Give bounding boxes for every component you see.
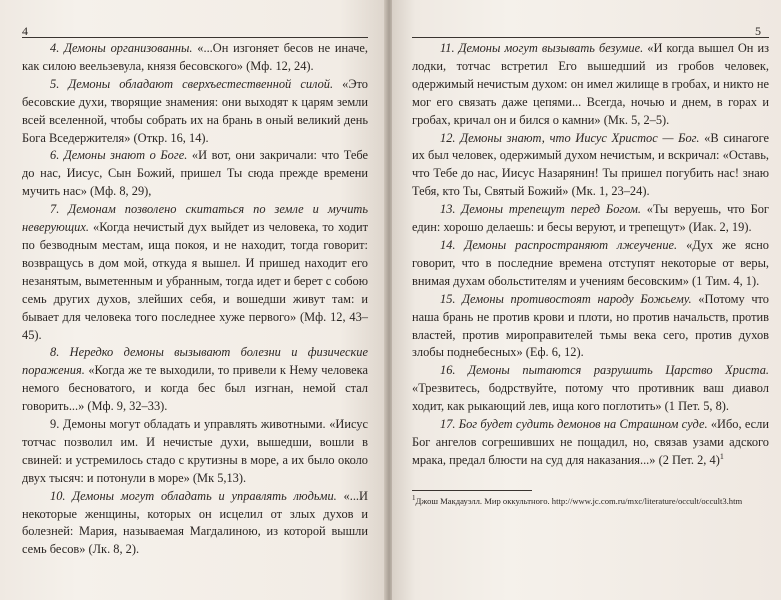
paragraph-text: «Ты веруешь, что Бог един: хорошо делаешь: и бесы веруют, и трепещут» (Иак. 2, 19). bbox=[412, 202, 769, 235]
paragraph-heading: 10. Демоны могут обладать и управлять людьми. bbox=[50, 488, 337, 503]
right-page bbox=[392, 0, 781, 600]
paragraph-text: «В синагоге их был человек, одержимый духом нечистым, и вскричал: «Оставь, что Тебе до нас, Иисус Назарянин! Ты пришел погубить нас! знаю Тебя, кто Ты, Святый Божий» (Мк. 1, 23–24). bbox=[412, 130, 769, 199]
paragraph-text: «Потому что наша брань не против крови и плоти, но против начальств, против властей, против мироправителей тьмы века сего, против духов злобы поднебесных» (Еф. 6, 12). bbox=[412, 291, 769, 360]
paragraph-text: «Когда нечистый дух выйдет из человека, то ходит по безводным местам, ища покоя, и не находит, тогда говорит: возвращусь в дом мой, откуда я вышел. И пришед находит его незанятым, выметенным и убранным, тогда идет и берет с собою семь других духов, злейших себя, и вошедши живут там: и бывает для человека того последнее хуже первого» (Мф. 12, 43–45). bbox=[22, 220, 368, 342]
header-rule bbox=[412, 37, 769, 38]
paragraph bbox=[22, 416, 368, 488]
paragraph-text: «...Он изгоняет бесов не иначе, как силою веельзевула, князя бесовского» (Мф. 12, 24). bbox=[22, 41, 368, 73]
paragraph-text: «И вот, они закричали: что Тебе до нас, Иисус, Сын Божий, пришел Ты сюда прежде времени мучить нас» (Мф. 8, 29), bbox=[22, 148, 368, 199]
header-rule bbox=[22, 37, 368, 38]
page-number: 4 bbox=[22, 24, 28, 38]
paragraph-text: «...И некоторые женщины, которых он исцелил от злых духов и болезней: Мария, называемая Магдалиною, из которой вышли семь бесов» (Лк. 8, 2). bbox=[22, 488, 368, 557]
paragraph bbox=[412, 237, 769, 291]
paragraph bbox=[22, 40, 368, 76]
paragraph-text: «И когда вышел Он из лодки, тотчас встретил Его вышедший из гробов человек, одержимый нечистым духом: он имел жилище в гробах, и никто не мог его связать даже цепями... Всегда, ночью и днем, в горах и гробах, кричал он и бился о камни» (Мк. 5, 2–5). bbox=[412, 41, 769, 127]
paragraph bbox=[412, 130, 769, 202]
footnote bbox=[412, 495, 769, 507]
paragraph bbox=[22, 344, 368, 416]
page-body bbox=[22, 40, 368, 559]
paragraph bbox=[412, 201, 769, 237]
page-header bbox=[412, 0, 769, 40]
paragraph-heading: 14. Демоны распространяют лжеучение. bbox=[440, 237, 678, 252]
page-header bbox=[22, 0, 368, 40]
paragraph-heading: 12. Демоны знают, что Иисус Христос — Бог. bbox=[440, 130, 700, 145]
paragraph-heading: 8. Нередко демоны вызывают болезни и физические поражения. bbox=[22, 345, 368, 378]
paragraph-heading: 4. Демоны организованны. bbox=[50, 41, 193, 55]
footnote-reference: 1 bbox=[719, 451, 724, 461]
paragraph-heading: 15. Демоны противостоят народу Божьему. bbox=[440, 291, 692, 306]
paragraph bbox=[22, 201, 368, 344]
paragraph bbox=[412, 291, 769, 363]
paragraph-heading: 11. Демоны могут вызывать безумие. bbox=[440, 41, 644, 55]
left-page bbox=[0, 0, 386, 600]
paragraph bbox=[22, 76, 368, 148]
footnote-rule bbox=[412, 490, 532, 491]
paragraph bbox=[22, 488, 368, 560]
paragraph-text: «Ибо, если Бог ангелов согрешивших не пощадил, но, связав узами адского мрака, предал блюсти на суд для наказания...» (2 Пет. 2, 4) bbox=[412, 417, 769, 467]
paragraph-text: «Когда же те выходили, то привели к Нему человека немого бесноватого, и когда бес был изгнан, немой стал говорить...» (Мф. 9, 32–33). bbox=[22, 363, 368, 414]
footnote-mark: 1 bbox=[412, 493, 416, 502]
paragraph-text: «Дух же ясно говорит, что в последние времена отступят некоторые от веры, внимая духам обольстителям и учениям бесовским» (1 Тим. 4, 1). bbox=[412, 237, 769, 288]
paragraph bbox=[412, 40, 769, 130]
paragraph bbox=[412, 416, 769, 470]
paragraph-heading: 17. Бог будет судить демонов на Страшном суде. bbox=[440, 417, 708, 432]
paragraph-heading: 5. Демоны обладают сверхъестественной силой. bbox=[50, 76, 334, 91]
page-body bbox=[412, 40, 769, 470]
paragraph-heading: 13. Демоны трепещут перед Богом. bbox=[440, 202, 641, 217]
page-number: 5 bbox=[755, 24, 761, 38]
paragraph-heading: 16. Демоны пытаются разрушить Царство Христа. bbox=[440, 363, 769, 378]
footnote-text: Джош Макдауэлл. Мир оккультного. http://www.jc.com.ru/mxc/literature/occult/occult3.htm bbox=[415, 495, 743, 506]
paragraph bbox=[412, 362, 769, 416]
paragraph-text: «Это бесовские духи, творящие знамения: они выходят к царям земли всей вселенной, чтобы собрать их на брань в оный великий день Бога Вседержителя» (Откр. 16, 14). bbox=[22, 76, 368, 145]
paragraph bbox=[22, 147, 368, 201]
paragraph-heading: 6. Демоны знают о Боге. bbox=[50, 148, 188, 163]
paragraph-text: «Трезвитесь, бодрствуйте, потому что противник ваш диавол ходит, как рыкающий лев, ища кого поглотить» (1 Пет. 5, 8). bbox=[412, 381, 769, 414]
paragraph-text: 9. Демоны могут обладать и управлять животными. «Иисус тотчас позволил им. И нечистые духи, вышедши, вошли в свиней: и устремилось стадо с крутизны в море, а их было около двух тысяч: и потонули в море» (Мк 5,13). bbox=[22, 417, 368, 485]
paragraph-heading: 7. Демонам позволено скитаться по земле и мучить неверующих. bbox=[22, 202, 368, 235]
